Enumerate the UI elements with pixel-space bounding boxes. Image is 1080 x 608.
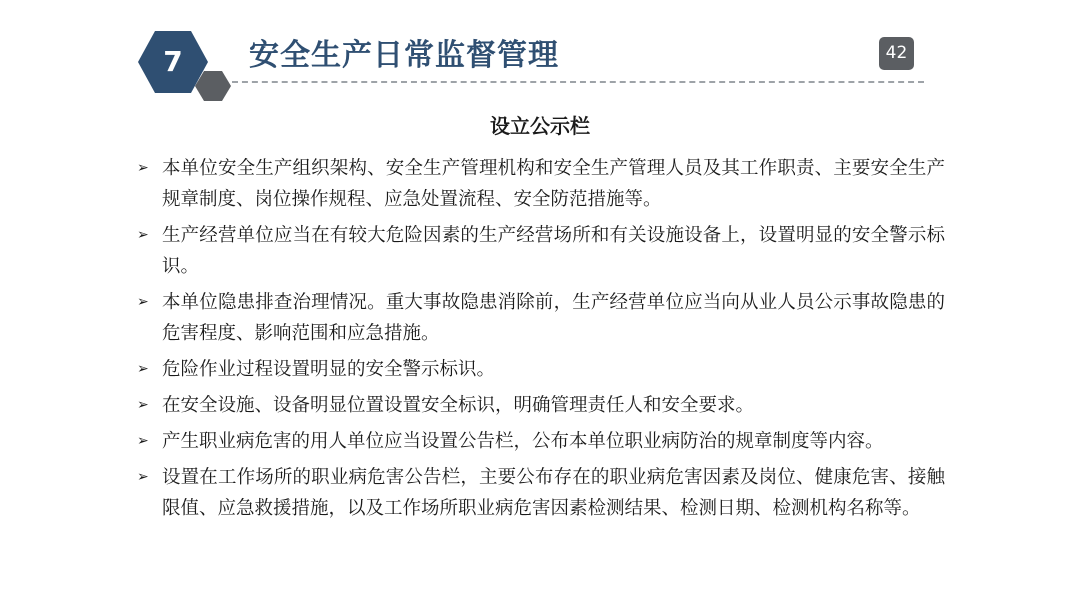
bullet-text: 本单位隐患排查治理情况。重大事故隐患消除前，生产经营单位应当向从业人员公示事故隐患的危害程度、影响范围和应急措施。 xyxy=(162,292,945,344)
section-number: 7 xyxy=(163,45,183,78)
bullet-text: 生产经营单位应当在有较大危险因素的生产经营场所和有关设施设备上，设置明显的安全警示标识。 xyxy=(162,225,945,277)
bullet-item xyxy=(137,426,945,457)
bullet-item xyxy=(137,390,945,421)
bullet-text: 设置在工作场所的职业病危害公告栏，主要公布存在的职业病危害因素及岗位、健康危害、接触限值、应急救援措施，以及工作场所职业病危害因素检测结果、检测日期、检测机构名称等。 xyxy=(162,467,945,519)
bullet-item xyxy=(137,220,945,282)
bullet-item xyxy=(137,153,945,215)
bullet-text: 产生职业病危害的用人单位应当设置公告栏，公布本单位职业病防治的规章制度等内容。 xyxy=(162,431,884,452)
bullet-text: 本单位安全生产组织架构、安全生产管理机构和安全生产管理人员及其工作职责、主要安全生产规章制度、岗位操作规程、应急处置流程、安全防范措施等。 xyxy=(162,158,945,210)
arrowhead-bullet-icon: ➢ xyxy=(137,469,149,485)
bullet-item xyxy=(137,354,945,385)
slide-title: 安全生产日常监督管理 xyxy=(249,38,559,73)
bullet-item xyxy=(137,287,945,349)
dashed-divider xyxy=(232,81,924,83)
bullet-text: 在安全设施、设备明显位置设置安全标识，明确管理责任人和安全要求。 xyxy=(162,395,755,416)
arrowhead-bullet-icon: ➢ xyxy=(137,433,149,449)
arrowhead-bullet-icon: ➢ xyxy=(137,294,149,310)
arrowhead-bullet-icon: ➢ xyxy=(137,160,149,176)
bullet-item xyxy=(137,462,945,524)
arrowhead-bullet-icon: ➢ xyxy=(137,361,149,377)
arrowhead-bullet-icon: ➢ xyxy=(137,397,149,413)
bullet-list xyxy=(137,153,945,529)
section-subtitle: 设立公示栏 xyxy=(490,114,590,138)
bullet-text: 危险作业过程设置明显的安全警示标识。 xyxy=(162,359,496,380)
arrowhead-bullet-icon: ➢ xyxy=(137,227,149,243)
page-number-badge: 42 xyxy=(879,37,914,70)
